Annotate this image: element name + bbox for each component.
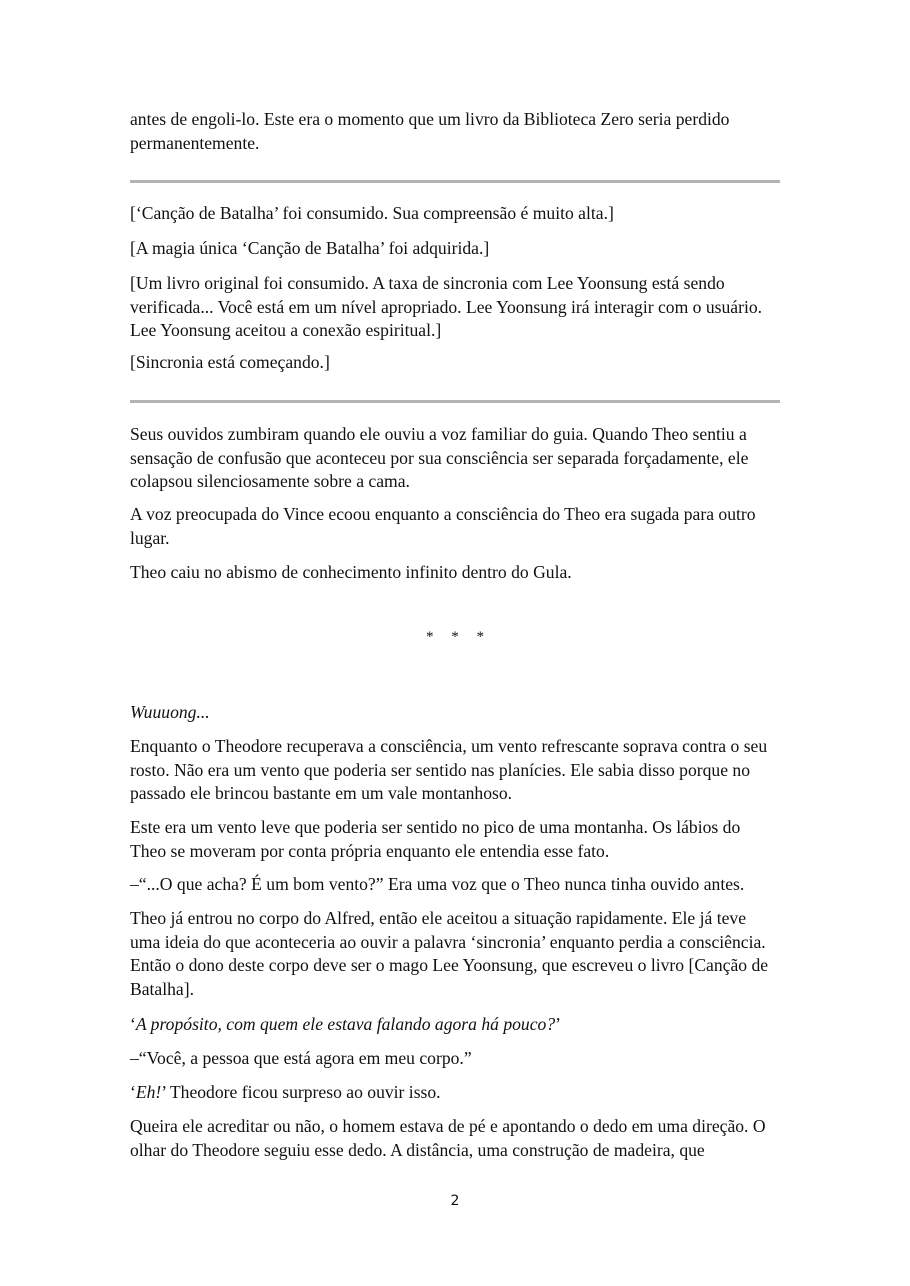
system-message-acquired: [A magia única ‘Canção de Batalha’ foi adquirida.]	[130, 238, 490, 258]
paragraph-surprise	[130, 1081, 780, 1105]
exclamation-text: Eh!	[135, 1082, 162, 1102]
divider-top	[130, 180, 780, 183]
system-message-consumed: [‘Canção de Batalha’ foi consumido. Sua compreensão é muito alta.]	[130, 203, 614, 223]
paragraph-dialogue-2: –“Você, a pessoa que está agora em meu corpo.”	[130, 1048, 472, 1068]
paragraph-guide-voice: Seus ouvidos zumbiram quando ele ouviu a voz familiar do guia. Quando Theo sentiu a sensação de confusão que aconteceu por sua consciência ser separada forçadamente, ele colapsou silenciosamente sobre a cama.	[130, 424, 749, 492]
system-message-sync-start: [Sincronia está começando.]	[130, 352, 330, 372]
surprise-text: ’ Theodore ficou surpreso ao ouvir isso.	[161, 1082, 441, 1102]
paragraph-intro: antes de engoli-lo. Este era o momento que um livro da Biblioteca Zero seria perdido permanentemente.	[130, 109, 730, 153]
divider-bottom	[130, 400, 780, 403]
system-message-sync-check: [Um livro original foi consumido. A taxa de sincronia com Lee Yoonsung está sendo verificada... Você está em um nível apropriado. Lee Yoonsung irá interagir com o usuário. Lee Yoonsung aceitou a conexão espiritual.]	[130, 273, 763, 341]
page-number: 2	[450, 1193, 460, 1209]
quote-open: ‘	[130, 1014, 136, 1034]
paragraph-thought	[130, 1013, 780, 1037]
quote-close: ’	[555, 1014, 561, 1034]
paragraph-sound: Wuuuong...	[130, 702, 210, 722]
paragraph-dialogue-1: –“...O que acha? É um bom vento?” Era uma voz que o Theo nunca tinha ouvido antes.	[130, 874, 745, 894]
thought-text: A propósito, com quem ele estava falando agora há pouco?	[135, 1014, 556, 1034]
paragraph-pointing: Queira ele acreditar ou não, o homem estava de pé e apontando o dedo em uma direção. O olhar do Theodore seguiu esse dedo. A distância, uma construção de madeira, que	[130, 1116, 766, 1160]
paragraph-mountain: Este era um vento leve que poderia ser sentido no pico de uma montanha. Os lábios do Theo se moveram por conta própria enquanto ele entendia esse fato.	[130, 817, 741, 861]
paragraph-sync: Theo já entrou no corpo do Alfred, então ele aceitou a situação rapidamente. Ele já teve uma ideia do que aconteceria ao ouvir a palavra ‘sincronia’ enquanto perdia a consciência. Então o dono deste corpo deve ser o mago Lee Yoonsung, que escreveu o livro [Canção de Batalha].	[130, 908, 769, 999]
quote-open: ‘	[130, 1082, 136, 1102]
paragraph-wind: Enquanto o Theodore recuperava a consciência, um vento refrescante soprava contra o seu rosto. Não era um vento que poderia ser sentido nas planícies. Ele sabia disso porque no passado ele brincou bastante em um vale montanhoso.	[130, 736, 768, 804]
scene-separator: * * *	[426, 629, 484, 645]
paragraph-abyss: Theo caiu no abismo de conhecimento infinito dentro do Gula.	[130, 562, 572, 582]
paragraph-vince-voice: A voz preocupada do Vince ecoou enquanto a consciência do Theo era sugada para outro lugar.	[130, 504, 756, 548]
